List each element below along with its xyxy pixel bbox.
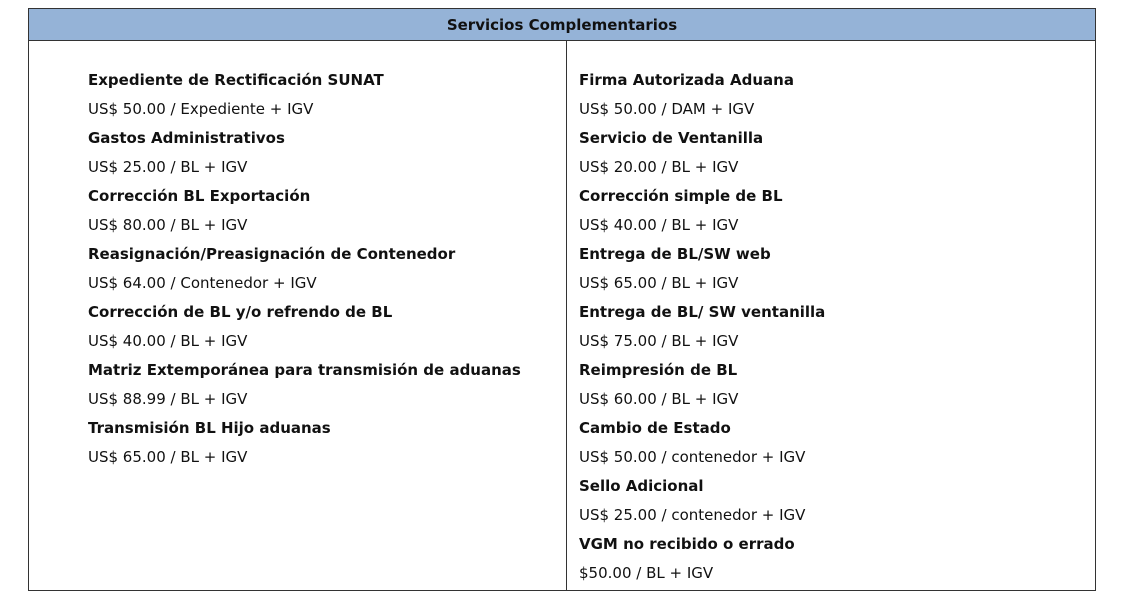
left-column [88,66,558,472]
service-name: Gastos Administrativos [88,129,285,147]
service-name: Transmisión BL Hijo aduanas [88,419,331,437]
service-price: US$ 40.00 / BL + IGV [579,216,739,234]
service-price: US$ 50.00 / DAM + IGV [579,100,755,118]
service-name: Firma Autorizada Aduana [579,71,794,89]
service-price: US$ 40.00 / BL + IGV [88,332,248,350]
service-item [88,298,558,356]
service-price: US$ 50.00 / contenedor + IGV [579,448,806,466]
service-item [88,240,558,298]
service-name: Servicio de Ventanilla [579,129,764,147]
service-price: $50.00 / BL + IGV [579,564,714,582]
service-item [579,182,1084,240]
service-item [579,298,1084,356]
service-name: Entrega de BL/SW web [579,245,771,263]
service-name: Corrección de BL y/o refrendo de BL [88,303,393,321]
service-price: US$ 50.00 / Expediente + IGV [88,100,314,118]
right-column [579,66,1084,588]
service-name: Corrección BL Exportación [88,187,311,205]
service-name: Reimpresión de BL [579,361,738,379]
service-name: Entrega de BL/ SW ventanilla [579,303,826,321]
service-price: US$ 75.00 / BL + IGV [579,332,739,350]
service-name: Cambio de Estado [579,419,731,437]
service-item [88,182,558,240]
service-item [88,124,558,182]
service-price: US$ 25.00 / BL + IGV [88,158,248,176]
service-item [579,414,1084,472]
service-price: US$ 65.00 / BL + IGV [88,448,248,466]
service-name: VGM no recibido o errado [579,535,795,553]
service-item [579,530,1084,588]
service-price: US$ 60.00 / BL + IGV [579,390,739,408]
service-item [88,414,558,472]
service-name: Expediente de Rectificación SUNAT [88,71,384,89]
service-item [579,356,1084,414]
service-item [88,66,558,124]
service-item [579,240,1084,298]
service-item [579,66,1084,124]
service-price: US$ 20.00 / BL + IGV [579,158,739,176]
service-item [579,124,1084,182]
service-price: US$ 25.00 / contenedor + IGV [579,506,806,524]
service-price: US$ 65.00 / BL + IGV [579,274,739,292]
service-item [88,356,558,414]
table-title: Servicios Complementarios [29,9,1095,41]
column-divider [566,41,567,591]
service-name: Reasignación/Preasignación de Contenedor [88,245,456,263]
services-table [28,8,1096,591]
service-price: US$ 88.99 / BL + IGV [88,390,248,408]
service-item [579,472,1084,530]
service-name: Corrección simple de BL [579,187,783,205]
service-price: US$ 80.00 / BL + IGV [88,216,248,234]
service-name: Sello Adicional [579,477,704,495]
service-price: US$ 64.00 / Contenedor + IGV [88,274,317,292]
service-name: Matriz Extemporánea para transmisión de aduanas [88,361,521,379]
